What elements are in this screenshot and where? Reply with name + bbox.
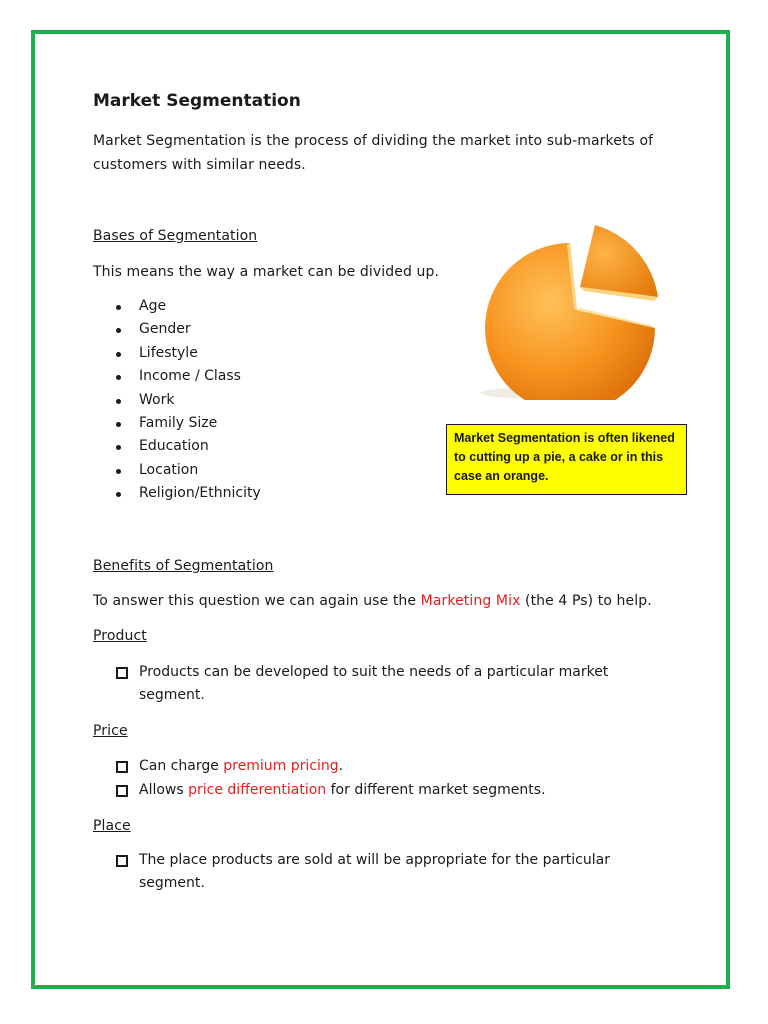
intro-paragraph: Market Segmentation is the process of dividing the market into sub-markets of customers with similar needs. — [93, 133, 654, 173]
price-item-2 — [116, 779, 659, 802]
text: Can charge — [139, 758, 224, 774]
product-item-text: Products can be developed to suit the needs of a particular market segment. — [139, 664, 609, 703]
list-item: Gender — [93, 318, 261, 341]
product-item — [116, 661, 659, 707]
bases-description: This means the way a market can be divided up. — [93, 264, 440, 280]
list-item: Lifestyle — [93, 342, 261, 365]
benefits-text — [93, 589, 652, 613]
list-item: Education — [93, 435, 261, 458]
orange-illustration — [460, 215, 675, 400]
list-item: Location — [93, 459, 261, 482]
place-heading: Place — [93, 818, 131, 834]
price-item-1 — [116, 755, 659, 778]
marketing-mix-highlight: Marketing Mix — [420, 593, 521, 609]
price-item-1-text — [139, 755, 659, 778]
benefits-heading: Benefits of Segmentation — [93, 558, 274, 574]
price-item-2-text — [139, 779, 659, 802]
benefits-text-end: (the 4 Ps) to help. — [520, 593, 652, 609]
benefits-text-start: To answer this question we can again use the — [93, 593, 421, 609]
premium-pricing-highlight: premium pricing — [223, 758, 339, 774]
callout-note: Market Segmentation is often likened to cutting up a pie, a cake or in this case an orange. — [446, 424, 687, 495]
price-heading: Price — [93, 723, 128, 739]
list-item: Work — [93, 389, 261, 412]
text: for different market segments. — [326, 782, 546, 798]
price-differentiation-highlight: price differentiation — [188, 782, 327, 798]
checkbox-icon — [116, 761, 128, 773]
place-item — [116, 849, 659, 895]
bases-list — [93, 295, 261, 506]
list-item: Age — [93, 295, 261, 318]
list-item: Income / Class — [93, 365, 261, 388]
checkbox-icon — [116, 785, 128, 797]
list-item: Family Size — [93, 412, 261, 435]
page-title: Market Segmentation — [93, 91, 301, 111]
text: . — [338, 758, 344, 774]
list-item: Religion/Ethnicity — [93, 482, 261, 505]
checkbox-icon — [116, 667, 128, 679]
product-heading: Product — [93, 628, 147, 644]
place-item-text: The place products are sold at will be appropriate for the particular segment. — [139, 852, 610, 891]
checkbox-icon — [116, 855, 128, 867]
text: Allows — [139, 782, 189, 798]
bases-heading: Bases of Segmentation — [93, 228, 258, 244]
